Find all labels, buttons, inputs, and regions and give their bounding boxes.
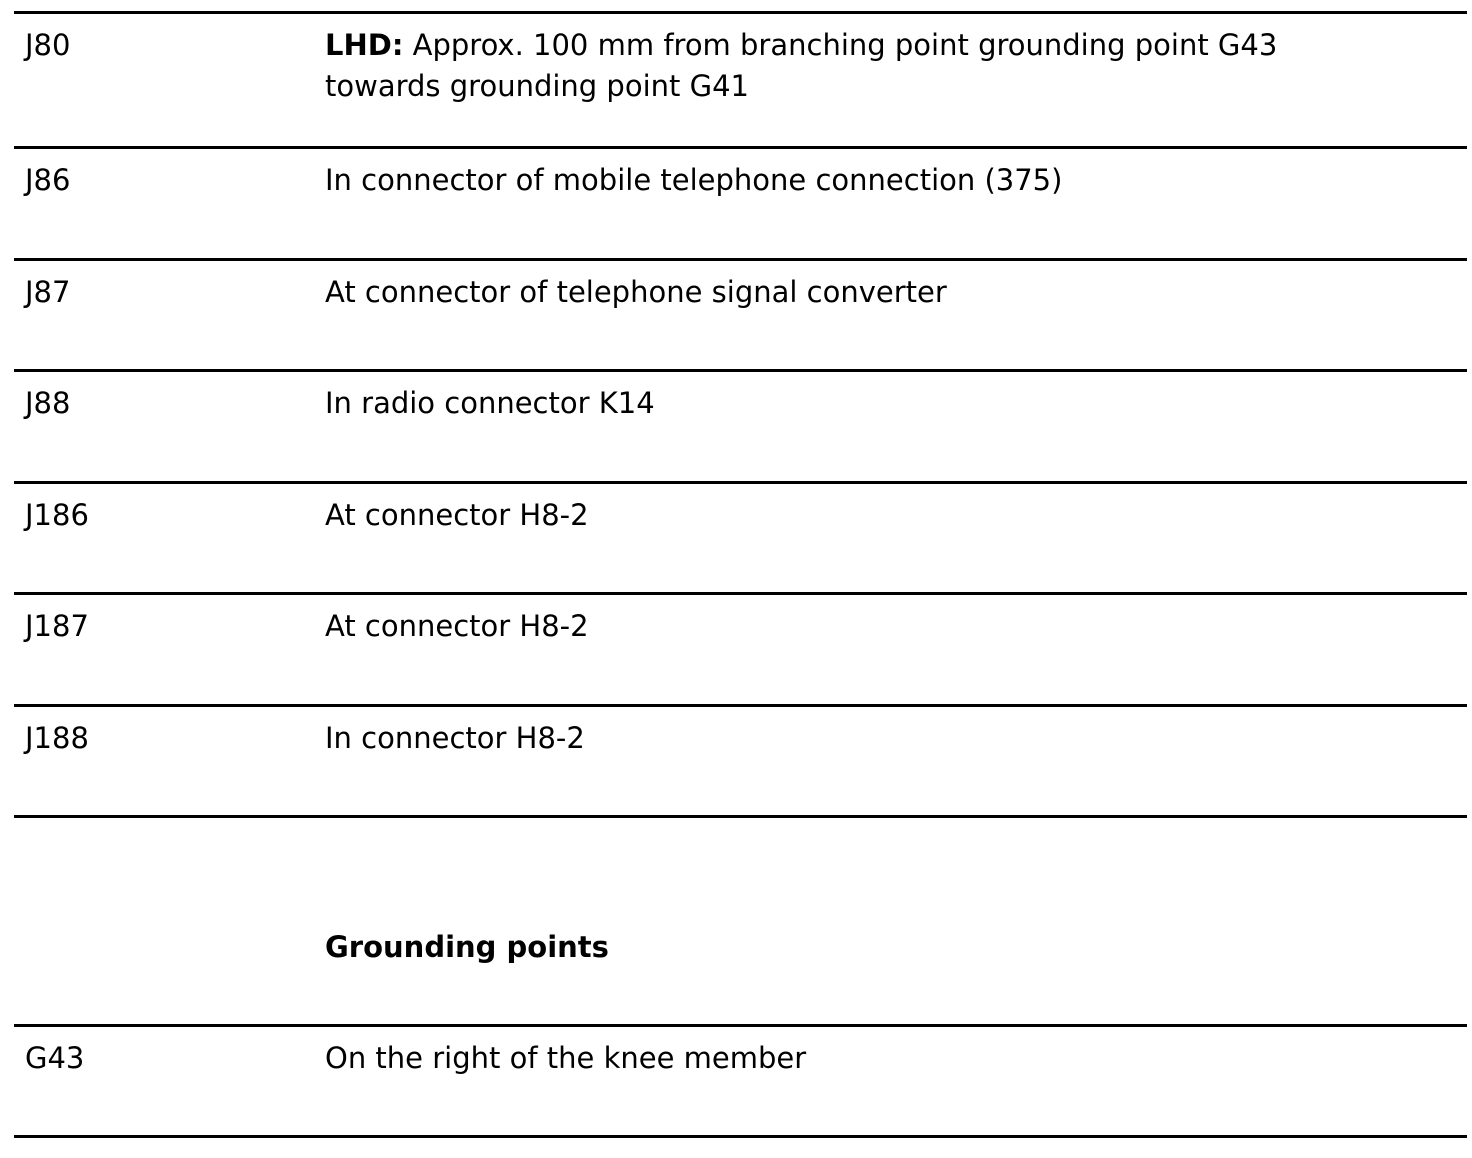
- grounding-description: On the right of the knee member: [325, 1041, 807, 1075]
- location-text: Approx. 100 mm from branching point grounding point G43 towards grounding point G41: [325, 28, 1278, 103]
- location-description: At connector of telephone signal converter: [325, 275, 947, 309]
- table-rule: [14, 704, 1467, 707]
- table-rule: [14, 146, 1467, 149]
- table-rule-top: [14, 11, 1467, 14]
- table-rule-bottom: [14, 1135, 1467, 1138]
- location-code: J187: [25, 609, 89, 643]
- location-description: At connector H8-2: [325, 609, 589, 643]
- table-rule: [14, 481, 1467, 484]
- location-code: J88: [25, 386, 71, 420]
- table-rule: [14, 815, 1467, 818]
- table-rule: [14, 258, 1467, 261]
- location-description: In connector of mobile telephone connection (375): [325, 163, 1063, 197]
- table-rule: [14, 1024, 1467, 1027]
- table-rule: [14, 369, 1467, 372]
- location-description: In connector H8-2: [325, 721, 585, 755]
- location-code: J188: [25, 721, 89, 755]
- location-description: At connector H8-2: [325, 498, 589, 532]
- table-rule: [14, 592, 1467, 595]
- location-code: J186: [25, 498, 89, 532]
- section-heading-grounding-points: Grounding points: [325, 930, 609, 964]
- location-code: J80: [25, 28, 71, 62]
- lhd-prefix: LHD:: [325, 28, 404, 62]
- location-code: J87: [25, 275, 71, 309]
- location-code: J86: [25, 163, 71, 197]
- location-description: In radio connector K14: [325, 386, 655, 420]
- grounding-code: G43: [25, 1041, 85, 1075]
- location-description: [325, 25, 1305, 107]
